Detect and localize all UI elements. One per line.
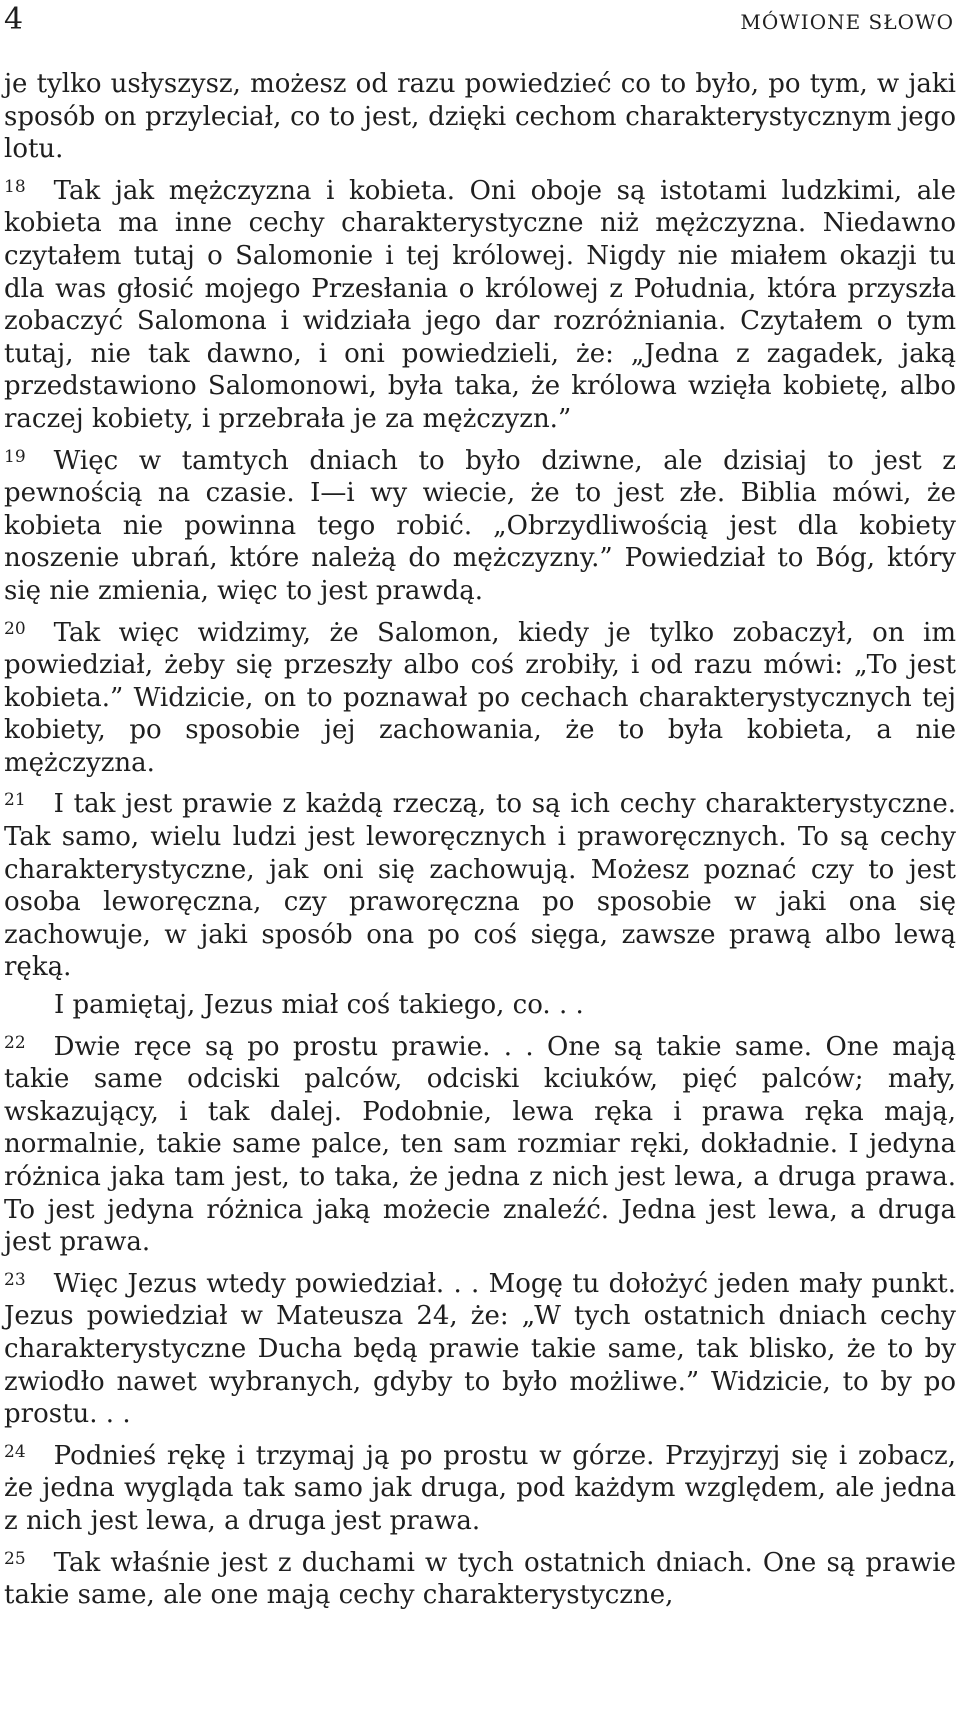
paragraph (4, 784, 956, 984)
paragraph-text: je tylko usłyszysz, możesz od razu powiedzieć co to było, po tym, w jaki sposób on przyleciał, co to jest, dzięki cechom charakterystycznym jego lotu. (4, 69, 956, 165)
page-number: 4 (4, 2, 24, 37)
paragraph-number: 25 (4, 1548, 26, 1569)
paragraph (4, 1264, 956, 1431)
paragraph-text: I tak jest prawie z każdą rzeczą, to są ich cechy charakterystyczne. Tak samo, wielu ludzi jest leworęcznych i praworęcznych. To są cechy charakterystyczne, jak oni się zachowują. Możesz poznać czy to jest osoba leworęczna, czy praworęczna po sposobie w jaki ona się zachowuje, w jaki sposób ona po coś sięga, zawsze prawą albo lewą ręką. (4, 789, 956, 983)
paragraph-text: Tak właśnie jest z duchami w tych ostatnich dniach. One są prawie takie same, ale one mają cechy charakterystyczne, (4, 1547, 956, 1611)
paragraph (4, 441, 956, 608)
paragraph (4, 989, 956, 1022)
running-title: MÓWIONE SŁOWO (740, 10, 954, 34)
paragraph-number: 20 (4, 618, 26, 639)
paragraph (4, 68, 956, 166)
paragraph (4, 1027, 956, 1259)
paragraph-number: 18 (4, 176, 26, 197)
paragraph-number: 23 (4, 1269, 26, 1290)
paragraph (4, 1543, 956, 1612)
paragraph-text: Podnieś rękę i trzymaj ją po prostu w górze. Przyjrzyj się i zobacz, że jedna wygląda tak samo jak druga, pod każdym względem, ale jedna z nich jest lewa, a druga jest prawa. (4, 1440, 956, 1536)
paragraph-number: 22 (4, 1032, 26, 1053)
paragraph-text: Dwie ręce są po prostu prawie. . . One są takie same. One mają takie same odciski palców, odciski kciuków, pięć palców; mały, wskazujący, i tak dalej. Podobnie, lewa ręka i prawa ręka mają, normalnie, takie same palce, ten sam rozmiar ręki, dokładnie. I jedyna różnica jaka tam jest, to taka, że jedna z nich jest lewa, a druga prawa. To jest jedyna różnica jaką możecie znaleźć. Jedna jest lewa, a druga jest prawa. (4, 1031, 956, 1258)
paragraph-number: 19 (4, 446, 26, 467)
paragraph-number: 21 (4, 790, 26, 811)
paragraph-number: 24 (4, 1441, 26, 1462)
body-text (4, 68, 956, 1612)
paragraph-text: Tak jak mężczyzna i kobieta. Oni oboje są istotami ludzkimi, ale kobieta ma inne cechy charakterystyczne niż mężczyzna. Niedawno czytałem tutaj o Salomonie i tej królowej. Nigdy nie miałem okazji tu dla was głosić mojego Przesłania o królowej z Południa, która przyszła zobaczyć Salomona i widziała jego dar rozróżniania. Czytałem o tym tutaj, nie tak dawno, i oni powiedzieli, że: „Jedna z zagadek, jaką przedstawiono Salomonowi, była taka, że królowa wzięła kobietę, albo raczej kobiety, i przebrała je za mężczyzn.” (4, 175, 956, 434)
paragraph (4, 613, 956, 780)
paragraph-text: Tak więc widzimy, że Salomon, kiedy je tylko zobaczył, on im powiedział, żeby się przeszły albo coś zrobiły, i od razu mówi: „To jest kobieta.” Widzicie, on to poznawał po cechach charakterystycznych tej kobiety, po sposobie jej zachowania, że to była kobieta, a nie mężczyzna. (4, 617, 956, 778)
paragraph-text: Więc w tamtych dniach to było dziwne, ale dzisiaj to jest z pewnością na czasie. I—i wy wiecie, że to jest złe. Biblia mówi, że kobieta nie powinna tego robić. „Obrzydliwością jest dla kobiety noszenie ubrań, które należą do mężczyzny.” Powiedział to Bóg, który się nie zmienia, więc to jest prawdą. (4, 445, 956, 606)
paragraph-text: I pamiętaj, Jezus miał coś takiego, co. . . (54, 990, 584, 1021)
paragraph (4, 1436, 956, 1538)
paragraph (4, 171, 956, 436)
paragraph-text: Więc Jezus wtedy powiedział. . . Mogę tu dołożyć jeden mały punkt. Jezus powiedział w Mateusza 24, że: „W tych ostatnich dniach cechy charakterystyczne Ducha będą prawie takie same, tak blisko, że to by zwiodło nawet wybranych, gdyby to było możliwe.” Widzicie, to by po prostu. . . (4, 1268, 956, 1430)
page-header (4, 0, 956, 42)
